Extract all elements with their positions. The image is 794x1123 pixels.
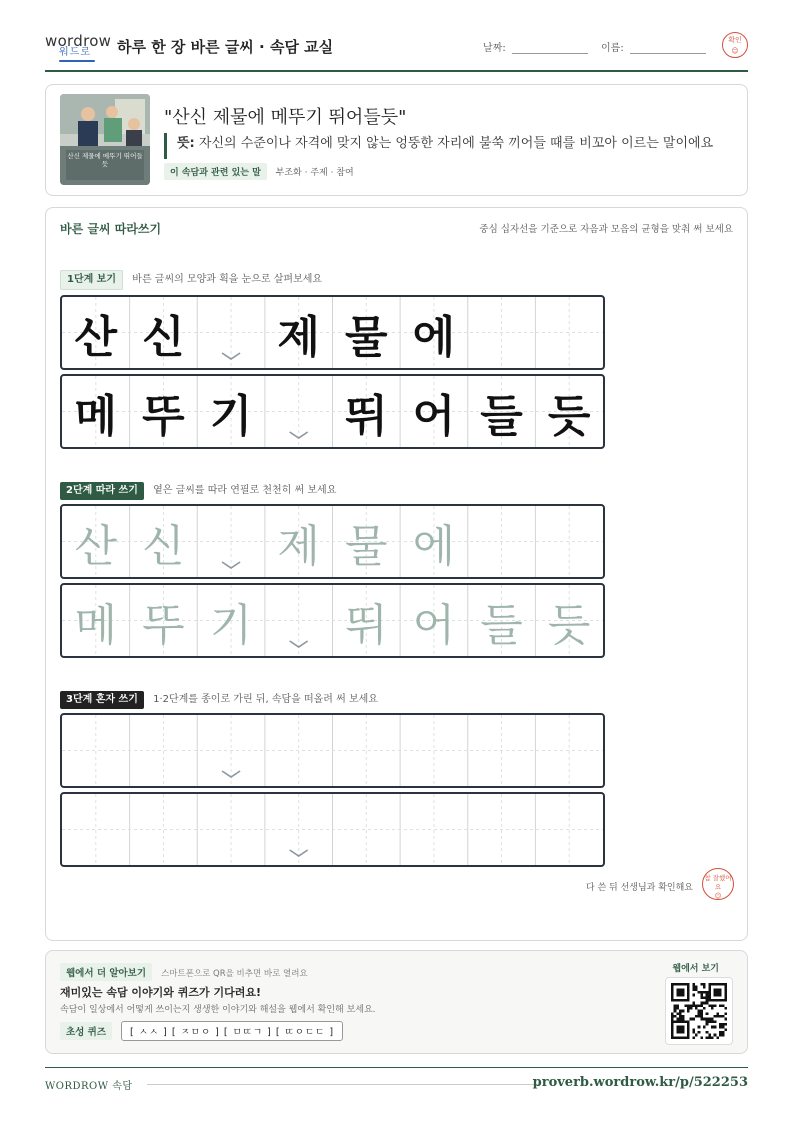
quiz-box: [ ㅅㅅ ] [ ㅈㅁㅇ ] [ ㅁㄸㄱ ] [ ㄸㅇㄷㄷ ] bbox=[121, 1021, 343, 1041]
page-header bbox=[45, 30, 748, 72]
step2-badge: 2단계 따라 쓰기 bbox=[60, 482, 144, 500]
illustration-caption: 산신 제물에 메뚜기 뛰어들듯 bbox=[67, 152, 143, 168]
model-character: 산 bbox=[74, 311, 118, 363]
trace-character: 뚜 bbox=[142, 599, 185, 651]
step3-label bbox=[60, 690, 378, 708]
practice-section bbox=[45, 207, 748, 941]
page-title: 하루 한 장 바른 글씨 · 속담 교실 bbox=[117, 38, 334, 56]
model-character: 들 bbox=[480, 390, 523, 442]
trace-character: 메 bbox=[74, 599, 118, 651]
model-character: 듯 bbox=[547, 390, 591, 442]
model-character: 에 bbox=[412, 311, 456, 363]
confirm-stamp-icon: 확인 ☺ bbox=[722, 32, 748, 58]
footer-divider bbox=[147, 1084, 538, 1085]
related-words bbox=[164, 163, 354, 180]
writing-grid bbox=[62, 715, 603, 786]
trace-character: 듯 bbox=[547, 599, 591, 651]
web-description: 속담이 일상에서 어떻게 쓰이는지 생생한 이야기와 해설을 웹에서 확인해 보세요. bbox=[60, 1005, 376, 1015]
step1-label bbox=[60, 270, 322, 288]
page-footer bbox=[45, 1067, 748, 1097]
date-line[interactable] bbox=[512, 42, 588, 54]
trace-character: 기 bbox=[209, 599, 253, 651]
web-headline: 재미있는 속담 이야기와 퀴즈가 기다려요! bbox=[60, 986, 261, 999]
related-list: 부조화 · 주제 · 참여 bbox=[275, 168, 354, 178]
step1-row-2 bbox=[60, 374, 605, 449]
name-field[interactable] bbox=[601, 39, 706, 54]
logo-text: wordrow bbox=[45, 32, 112, 50]
proverb-illustration bbox=[60, 94, 150, 185]
model-character: 기 bbox=[209, 390, 253, 442]
name-line[interactable] bbox=[630, 42, 706, 54]
name-label: 이름: bbox=[601, 43, 624, 54]
proverb-title: "산신 제물에 메뚜기 뛰어들듯" bbox=[164, 107, 407, 128]
model-character: 제 bbox=[277, 311, 320, 363]
step3-row-1[interactable] bbox=[60, 713, 605, 788]
qr-code-icon[interactable] bbox=[665, 977, 733, 1045]
model-character: 뚜 bbox=[142, 390, 185, 442]
model-character: 물 bbox=[345, 311, 388, 363]
step2-desc: 옅은 글씨를 따라 연필로 천천히 써 보세요 bbox=[153, 485, 337, 496]
meaning-label: 뜻: bbox=[177, 136, 195, 151]
trace-character: 신 bbox=[142, 520, 185, 572]
step2-row-2[interactable] bbox=[60, 583, 605, 658]
model-character: 뛰 bbox=[345, 390, 388, 442]
wordrow-logo[interactable] bbox=[45, 32, 112, 58]
model-character: 신 bbox=[142, 311, 185, 363]
trace-character: 에 bbox=[412, 520, 456, 572]
trace-character: 물 bbox=[345, 520, 388, 572]
date-field[interactable] bbox=[483, 39, 588, 54]
related-tag: 이 속담과 관련 있는 말 bbox=[164, 163, 267, 180]
proverb-card bbox=[45, 84, 748, 196]
writing-grid bbox=[62, 794, 603, 865]
trace-character: 들 bbox=[480, 599, 523, 651]
footer-url-link[interactable]: proverb.wordrow.kr/p/522253 bbox=[532, 1075, 748, 1090]
model-character: 메 bbox=[74, 390, 118, 442]
web-tag-pill: 웹에서 더 알아보기 bbox=[60, 963, 152, 981]
practice-hint: 중심 십자선을 기준으로 자음과 모음의 균형을 맞춰 써 보세요 bbox=[479, 224, 733, 235]
qr-label: 웹에서 보기 bbox=[672, 964, 719, 974]
model-character: 어 bbox=[412, 390, 456, 442]
trace-character: 제 bbox=[277, 520, 320, 572]
web-tag bbox=[60, 963, 308, 981]
check-stamp-text: 참 잘했어요 bbox=[704, 874, 732, 891]
practice-title: 바른 글씨 따라쓰기 bbox=[60, 222, 162, 236]
step2-row-1[interactable] bbox=[60, 504, 605, 579]
logo-subtext: 워드로 bbox=[59, 47, 91, 58]
quiz-label: 초성 퀴즈 bbox=[60, 1022, 112, 1040]
trace-character: 뛰 bbox=[345, 599, 388, 651]
chosung-quiz bbox=[60, 1021, 343, 1041]
good-job-stamp-icon: 참 잘했어요 ☺ bbox=[702, 868, 734, 900]
web-promo-box bbox=[45, 950, 748, 1054]
trace-character: 어 bbox=[412, 599, 456, 651]
step1-badge: 1단계 보기 bbox=[60, 270, 123, 290]
step3-badge: 3단계 혼자 쓰기 bbox=[60, 691, 144, 709]
web-tag-hint: 스마트폰으로 QR을 비추면 바로 열려요 bbox=[161, 969, 308, 979]
trace-character: 산 bbox=[74, 520, 118, 572]
date-label: 날짜: bbox=[483, 43, 506, 54]
check-note: 다 쓴 뒤 선생님과 확인해요 bbox=[585, 883, 693, 893]
logo-underline bbox=[59, 60, 95, 62]
step2-label bbox=[60, 481, 336, 499]
step3-row-2[interactable] bbox=[60, 792, 605, 867]
step3-desc: 1·2단계를 종이로 가린 뒤, 속담을 떠올려 써 보세요 bbox=[153, 694, 378, 705]
step1-row-1 bbox=[60, 295, 605, 370]
meaning-text: 자신의 수준이나 자격에 맞지 않는 엉뚱한 자리에 불쑥 끼어들 때를 비꼬아 이르는 말이에요 bbox=[198, 136, 714, 151]
proverb-meaning bbox=[164, 133, 713, 159]
footer-brand: WORDROW 속담 bbox=[45, 1081, 133, 1092]
stamp-text: 확인 bbox=[728, 36, 742, 44]
step1-desc: 바른 글씨의 모양과 획을 눈으로 살펴보세요 bbox=[132, 274, 323, 285]
